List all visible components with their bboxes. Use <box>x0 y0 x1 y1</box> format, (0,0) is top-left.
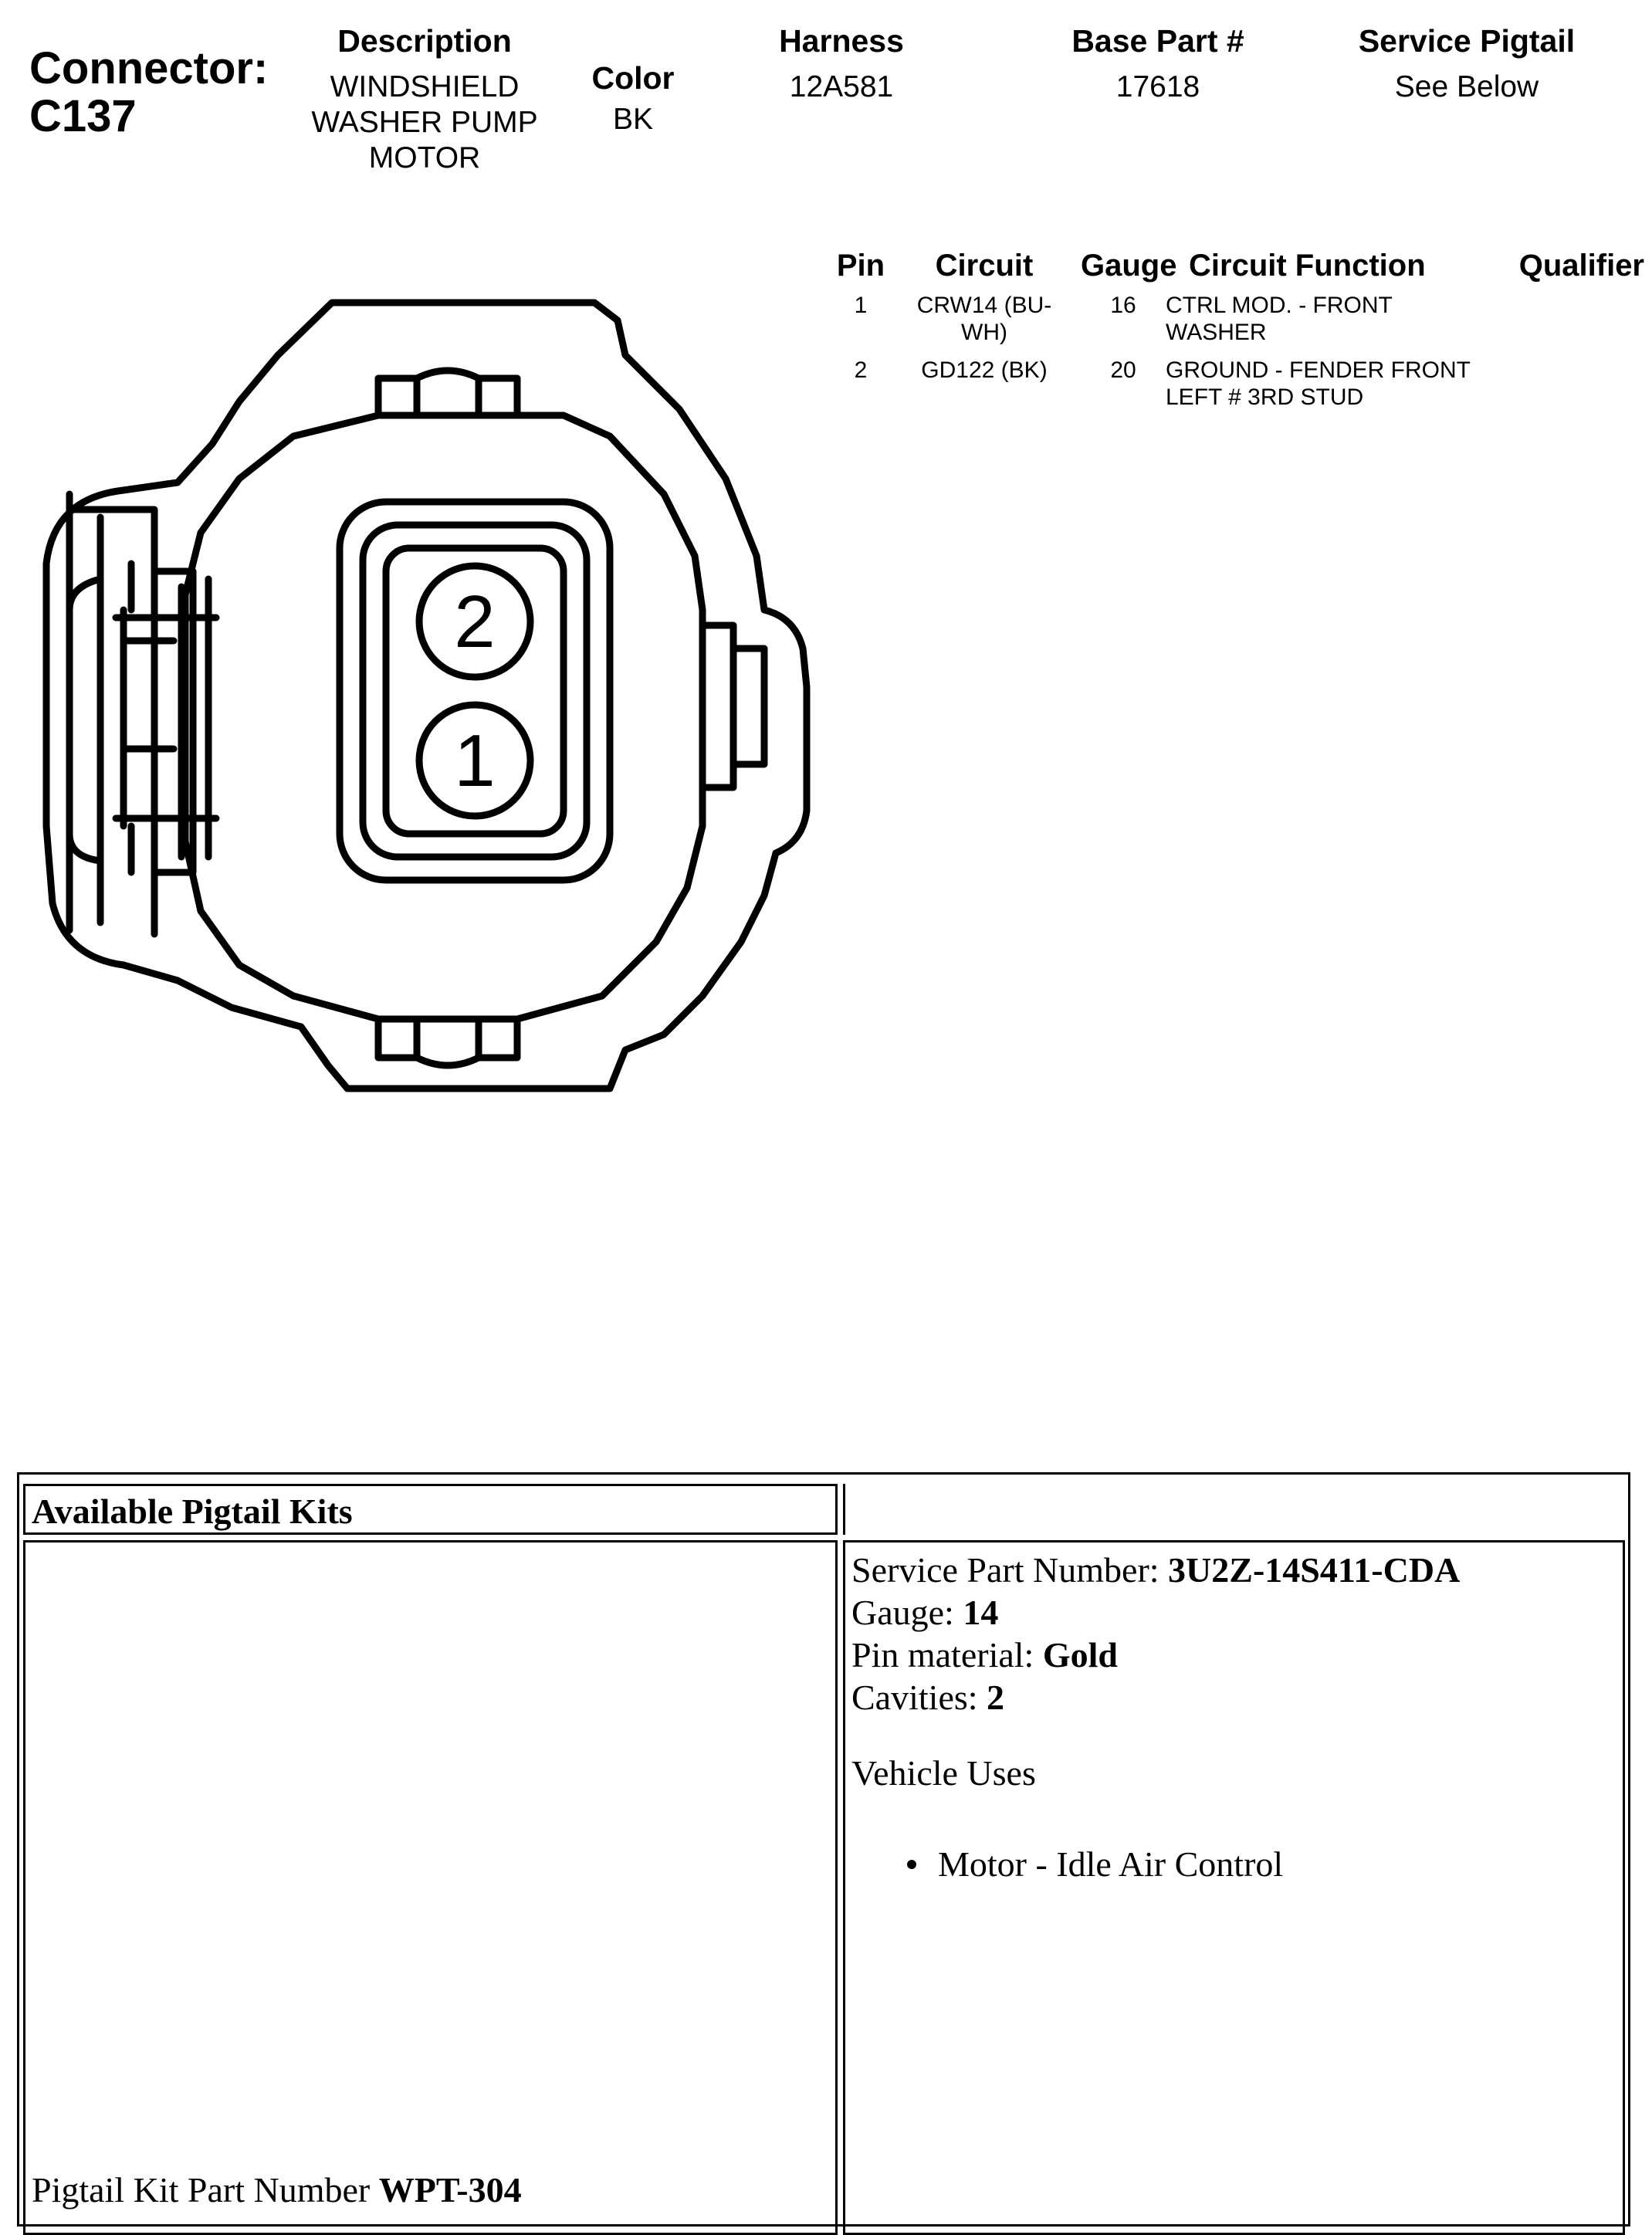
circuit-line: WH) <box>961 320 1007 345</box>
pin-2-label: 2 <box>454 581 496 663</box>
spec-label: Cavities: <box>851 1678 987 1717</box>
kit-value: WPT-304 <box>378 2170 522 2210</box>
function-value <box>1166 292 1528 346</box>
table-row <box>826 292 1637 357</box>
connector-label: Connector: <box>29 43 269 93</box>
pin-material-spec <box>851 1634 1118 1676</box>
pigtail-title: Available Pigtail Kits <box>32 1492 353 1531</box>
gauge-value: 20 <box>1110 357 1136 383</box>
pigtail-title-cell <box>23 1484 838 1535</box>
circuit-line: GD122 (BK) <box>921 357 1048 383</box>
color-column <box>571 59 695 137</box>
pigtail-kit-cell <box>23 1540 838 2235</box>
description-line: MOTOR <box>368 141 481 174</box>
vehicle-uses-title: Vehicle Uses <box>851 1753 1036 1793</box>
pin-number: 2 <box>854 357 868 383</box>
function-value <box>1166 357 1528 411</box>
pin-1-label: 1 <box>454 720 496 802</box>
function-line: CTRL MOD. - FRONT <box>1166 293 1393 318</box>
gauge-spec <box>851 1591 998 1634</box>
table-row <box>826 357 1637 422</box>
list-item <box>907 1844 1283 1885</box>
cavities-spec <box>851 1676 1004 1719</box>
circuit-value <box>895 357 1073 384</box>
pin-header: Pin <box>836 249 885 283</box>
connector-face-diagram <box>23 286 826 1104</box>
circuit-header: Circuit <box>935 249 1034 283</box>
circuit-value <box>895 292 1073 346</box>
base-part-value: 17618 <box>1115 70 1200 103</box>
pin-number: 1 <box>854 293 868 318</box>
vehicle-uses-list <box>907 1844 1283 1885</box>
spec-value: 14 <box>963 1593 999 1632</box>
base-part-header: Base Part # <box>1071 23 1244 59</box>
harness-column <box>741 22 942 105</box>
spec-label: Gauge: <box>851 1593 963 1632</box>
circuit-line: CRW14 (BU- <box>916 293 1052 318</box>
function-line: GROUND - FENDER FRONT <box>1166 357 1471 383</box>
spec-value: 3U2Z-14S411-CDA <box>1168 1550 1461 1590</box>
spec-value: 2 <box>987 1678 1005 1717</box>
bullet-icon <box>907 1860 916 1869</box>
description-column <box>286 22 564 176</box>
pin-table <box>826 249 1644 422</box>
pigtail-spec-cell <box>843 1540 1625 2235</box>
base-part-column <box>1042 22 1274 105</box>
service-pigtail-value: See Below <box>1394 70 1539 103</box>
spec-value: Gold <box>1042 1635 1118 1675</box>
description-value <box>286 69 564 176</box>
gauge-value: 16 <box>1110 293 1136 318</box>
gauge-header: Gauge <box>1081 249 1177 283</box>
service-pigtail-column <box>1328 22 1606 105</box>
service-part-number <box>851 1549 1460 1591</box>
function-line: WASHER <box>1166 320 1267 345</box>
color-header: Color <box>591 60 675 96</box>
harness-value: 12A581 <box>789 70 894 103</box>
qualifier-header: Qualifier <box>1518 249 1644 283</box>
spec-label: Service Part Number: <box>851 1550 1169 1590</box>
kit-label: Pigtail Kit Part Number <box>32 2170 379 2210</box>
service-pigtail-header: Service Pigtail <box>1358 23 1576 59</box>
function-header: Circuit Function <box>1189 249 1426 283</box>
spec-label: Pin material: <box>851 1635 1043 1675</box>
connector-id: C137 <box>29 91 137 141</box>
color-value: BK <box>612 103 654 136</box>
description-line: WASHER PUMP <box>311 106 538 139</box>
description-header: Description <box>337 23 512 59</box>
function-line: LEFT # 3RD STUD <box>1166 384 1364 410</box>
description-line: WINDSHIELD <box>330 70 520 103</box>
vehicle-use: Motor - Idle Air Control <box>938 1844 1284 1884</box>
harness-header: Harness <box>779 23 904 59</box>
pin-table-header <box>826 249 1644 292</box>
connector-housing-outline <box>46 303 807 1089</box>
pigtail-kit-number <box>32 2169 522 2210</box>
connector-title <box>29 45 268 141</box>
pigtail-title-spacer <box>843 1484 1625 1535</box>
